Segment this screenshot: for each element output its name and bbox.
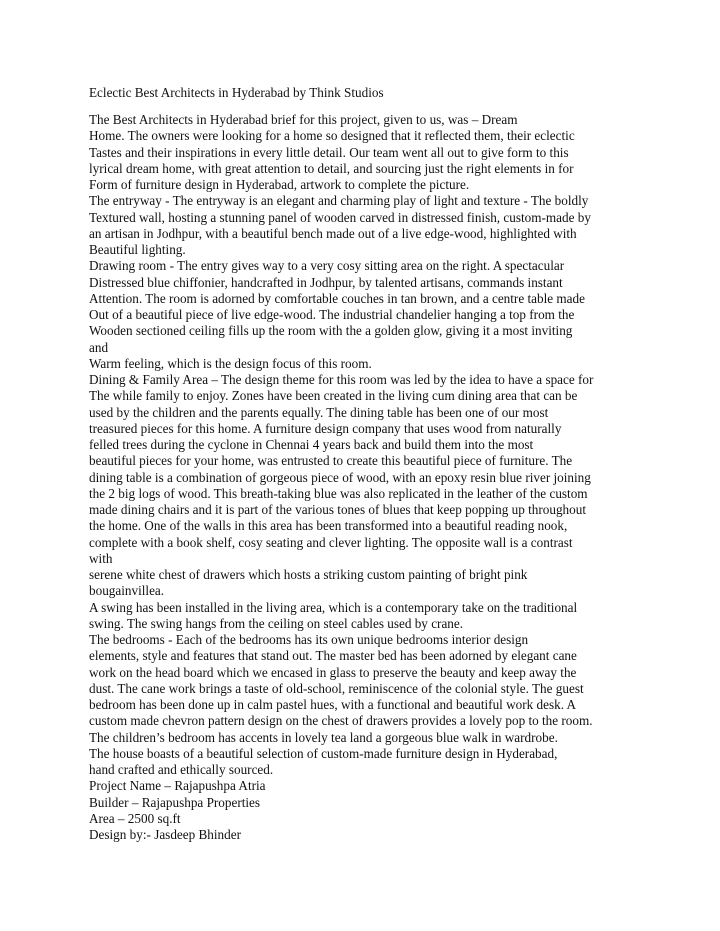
text-line: felled trees during the cyclone in Chennai 4 years back and build them into the most (89, 437, 534, 452)
text-line: and (89, 339, 109, 355)
text-line: the 2 big logs of wood. This breath-taking blue was also replicated in the leather of the custom (89, 485, 588, 501)
text-line: dining table is a combination of gorgeous piece of wood, with an epoxy resin blue river joining (89, 469, 591, 485)
text-line: work on the head board which we encased in glass to preserve the beauty and keep away the (89, 664, 577, 680)
text-line: serene white chest of drawers which hosts a striking custom painting of bright pink (89, 567, 528, 582)
text-line: with (89, 550, 113, 566)
text-line: Warm feeling, which is the design focus of this room. (89, 355, 372, 371)
text-line: the home. One of the walls in this area has been transformed into a beautiful reading nook, (89, 518, 568, 534)
text-line: lyrical dream home, with great attention to detail, and sourcing just the right elements in for (89, 160, 574, 176)
text-line: made dining chairs and it is part of the various tones of blues that keep popping up throughout (89, 502, 586, 517)
text-line: bedroom has been done up in calm pastel hues, with a functional and beautiful work desk. A (89, 697, 577, 712)
text-line: complete with a book shelf, cosy seating and clever lighting. The opposite wall is a contrast (89, 534, 573, 550)
project-name: Project Name – Rajapushpa Atria (89, 778, 266, 794)
builder: Builder – Rajapushpa Properties (89, 794, 261, 810)
text-line: custom made chevron pattern design on the chest of drawers provides a lovely pop to the room. (89, 713, 593, 729)
text-line: Attention. The room is adorned by comfortable couches in tan brown, and a centre table made (89, 290, 585, 306)
text-line: Out of a beautiful piece of live edge-wood. The industrial chandelier hanging a top from the (89, 307, 575, 322)
text-line: Distressed blue chiffonier, handcrafted in Jodhpur, by talented artisans, commands instant (89, 274, 563, 290)
text-line: swing. The swing hangs from the ceiling on steel cables used by crane. (89, 615, 464, 631)
text-line: Dining & Family Area – The design theme for this room was led by the idea to have a space for (89, 372, 594, 387)
text-line: Form of furniture design in Hyderabad, artwork to complete the picture. (89, 177, 470, 192)
text-line: Home. The owners were looking for a home so designed that it reflected them, their eclectic (89, 128, 575, 144)
area: Area – 2500 sq.ft (89, 810, 181, 826)
text-line: treasured pieces for this home. A furniture design company that uses wood from naturally (89, 420, 562, 436)
text-line: elements, style and features that stand out. The master bed has been adorned by elegant cane (89, 648, 577, 664)
designer: Design by:- Jasdeep Bhinder (89, 827, 241, 842)
text-line: The Best Architects in Hyderabad brief for this project, given to us, was – Dream (89, 112, 518, 127)
text-line: Wooden sectioned ceiling fills up the room with the a golden glow, giving it a most inviting (89, 323, 573, 339)
text-line: The entryway - The entryway is an elegant and charming play of light and texture - The boldly (89, 193, 589, 209)
text-line: Textured wall, hosting a stunning panel of wooden carved in distressed finish, custom-made by (89, 209, 591, 225)
text-line: used by the children and the parents equally. The dining table has been one of our most (89, 404, 549, 420)
title-spacing (89, 102, 709, 112)
text-line: Tastes and their inspirations in every little detail. Our team went all out to give form to this (89, 144, 569, 160)
text-line: The while family to enjoy. Zones have been created in the living cum dining area that can be (89, 388, 578, 404)
text-line: Beautiful lighting. (89, 242, 186, 257)
document-title: Eclectic Best Architects in Hyderabad by Think Studios (89, 85, 384, 100)
text-line: The bedrooms - Each of the bedrooms has its own unique bedrooms interior design (89, 632, 529, 647)
text-line: The children’s bedroom has accents in lovely tea land a gorgeous blue walk in wardrobe. (89, 729, 558, 745)
body-text (89, 112, 709, 843)
text-line: Drawing room - The entry gives way to a very cosy sitting area on the right. A spectacular (89, 258, 565, 274)
text-line: beautiful pieces for your home, was entrusted to create this beautiful piece of furniture. The (89, 453, 573, 469)
text-line: hand crafted and ethically sourced. (89, 762, 274, 777)
text-line: The house boasts of a beautiful selection of custom-made furniture design in Hyderabad, (89, 745, 558, 761)
text-line: A swing has been installed in the living area, which is a contemporary take on the traditional (89, 599, 578, 615)
text-line: dust. The cane work brings a taste of old-school, reminiscence of the colonial style. The guest (89, 680, 584, 696)
text-line: an artisan in Jodhpur, with a beautiful bench made out of a live edge-wood, highlighted with (89, 225, 577, 241)
text-line: bougainvillea. (89, 583, 165, 599)
document-body (89, 84, 709, 843)
